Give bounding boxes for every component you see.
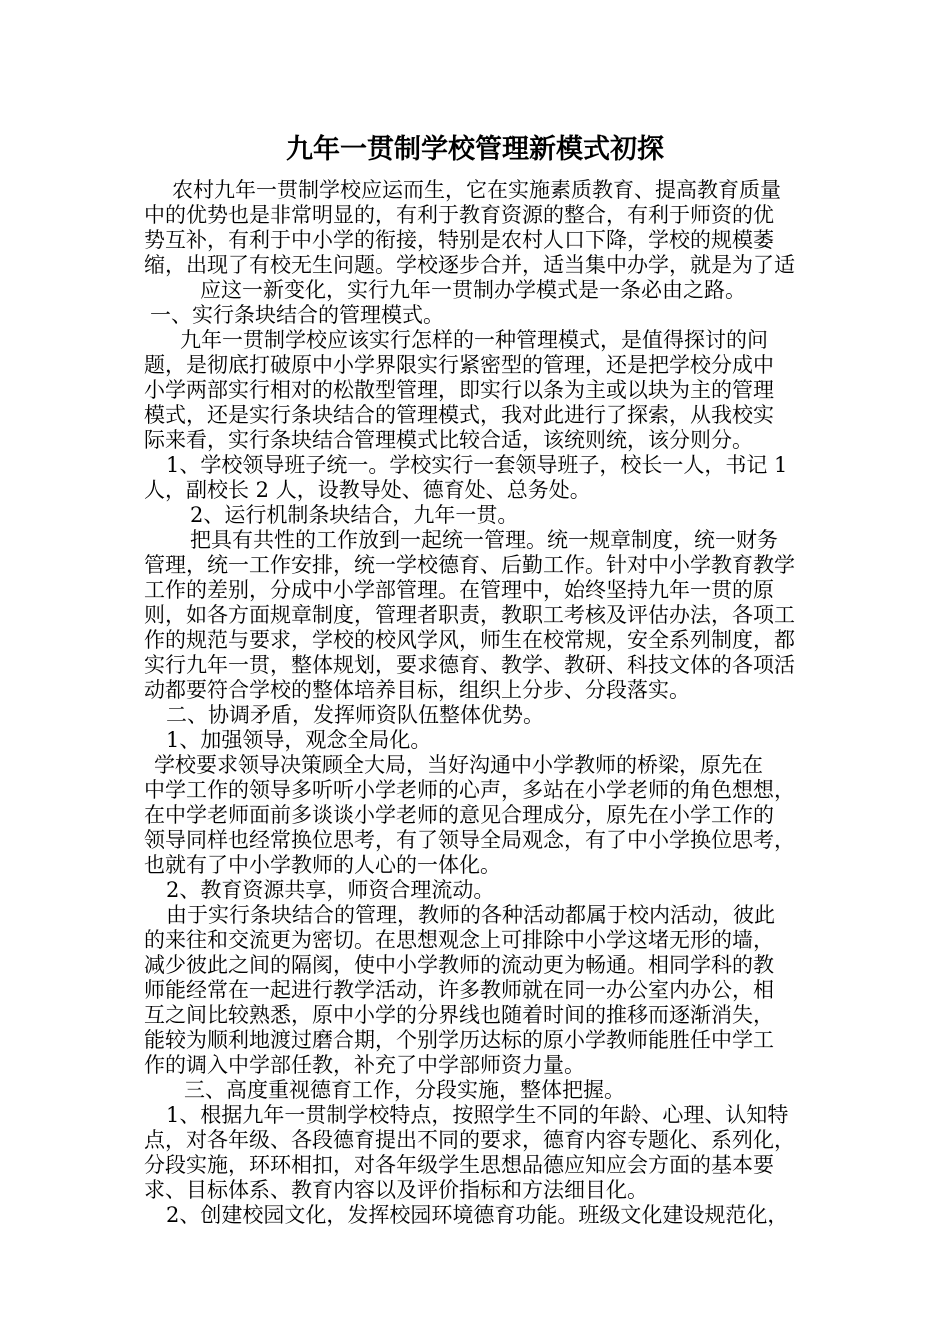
paragraph-line: 管理，统一工作安排，统一学校德育、后勤工作。针对中小学教育教学 bbox=[144, 553, 795, 577]
paragraph-line: 的来往和交流更为密切。在思想观念上可排除中小学这堵无形的墙， bbox=[144, 928, 774, 952]
paragraph-line: 1、学校领导班子统一。学校实行一套领导班子，校长一人，书记 1 bbox=[166, 453, 788, 477]
paragraph-line: 也就有了中小学教师的人心的一体化。 bbox=[144, 853, 501, 877]
paragraph-line: 由于实行条块结合的管理，教师的各种活动都属于校内活动，彼此 bbox=[166, 903, 775, 927]
subsection-heading: 2、运行机制条块结合，九年一贯。 bbox=[190, 503, 519, 527]
paragraph-line: 则，如各方面规章制度，管理者职责，教职工考核及评估办法，各项工 bbox=[144, 603, 795, 627]
paragraph-line: 点，对各年级、各段德育提出不同的要求，德育内容专题化、系列化， bbox=[144, 1128, 795, 1152]
paragraph-line: 农村九年一贯制学校应运而生，它在实施素质教育、提高教育质量 bbox=[172, 178, 781, 202]
paragraph-line: 动都要符合学校的整体培养目标，组织上分步、分段落实。 bbox=[144, 678, 690, 702]
paragraph-line: 题，是彻底打破原中小学界限实行紧密型的管理，还是把学校分成中 bbox=[144, 353, 774, 377]
subsection-heading: 2、教育资源共享，师资合理流动。 bbox=[166, 878, 495, 902]
paragraph-line: 减少彼此之间的隔阂，使中小学教师的流动更为畅通。相同学科的教 bbox=[144, 953, 774, 977]
paragraph-line: 作的规范与要求，学校的校风学风，师生在校常规，安全系列制度，都 bbox=[144, 628, 795, 652]
paragraph-line: 2、创建校园文化，发挥校园环境德育功能。班级文化建设规范化， bbox=[166, 1203, 789, 1227]
paragraph-line: 分段实施，环环相扣，对各年级学生思想品德应知应会方面的基本要 bbox=[144, 1153, 774, 1177]
paragraph-line: 缩，出现了有校无生问题。学校逐步合并，适当集中办学，就是为了适 bbox=[144, 253, 795, 277]
paragraph-line: 师能经常在一起进行教学活动，许多教师就在同一办公室内办公，相 bbox=[144, 978, 774, 1002]
paragraph-line: 作的调入中学部任教，补充了中学部师资力量。 bbox=[144, 1053, 585, 1077]
section-heading: 二、协调矛盾，发挥师资队伍整体优势。 bbox=[166, 703, 544, 727]
paragraph-line: 中的优势也是非常明显的，有利于教育资源的整合，有利于师资的优 bbox=[144, 203, 774, 227]
paragraph-line: 际来看，实行条块结合管理模式比较合适，该统则统，该分则分。 bbox=[144, 428, 753, 452]
paragraph-line: 工作的差别，分成中小学部管理。在管理中，始终坚持九年一贯的原 bbox=[144, 578, 774, 602]
paragraph-line: 互之间比较熟悉，原中小学的分界线也随着时间的推移而逐渐消失， bbox=[144, 1003, 774, 1027]
paragraph-line: 中学工作的领导多听听小学老师的心声，多站在小学老师的角色想想， bbox=[144, 778, 795, 802]
document-title: 九年一贯制学校管理新模式初探 bbox=[286, 134, 664, 165]
subsection-heading: 1、加强领导，观念全局化。 bbox=[166, 728, 432, 752]
paragraph-line: 模式，还是实行条块结合的管理模式，我对此进行了探索，从我校实 bbox=[144, 403, 774, 427]
section-heading: 一、实行条块结合的管理模式。 bbox=[150, 303, 444, 327]
paragraph-line: 势互补，有利于中小学的衔接，特别是农村人口下降，学校的规模萎 bbox=[144, 228, 774, 252]
paragraph-line: 实行九年一贯，整体规划，要求德育、教学、教研、科技文体的各项活 bbox=[144, 653, 795, 677]
paragraph-line: 应这一新变化，实行九年一贯制办学模式是一条必由之路。 bbox=[200, 278, 746, 302]
section-heading: 三、高度重视德育工作，分段实施，整体把握。 bbox=[184, 1078, 625, 1102]
paragraph-line: 能较为顺利地渡过磨合期，个别学历达标的原小学教师能胜任中学工 bbox=[144, 1028, 774, 1052]
paragraph-line: 人，副校长 2 人，设教导处、德育处、总务处。 bbox=[144, 478, 591, 502]
paragraph-line: 九年一贯制学校应该实行怎样的一种管理模式，是值得探讨的问 bbox=[180, 328, 768, 352]
paragraph-line: 小学两部实行相对的松散型管理，即实行以条为主或以块为主的管理 bbox=[144, 378, 774, 402]
paragraph-line: 把具有共性的工作放到一起统一管理。统一规章制度，统一财务 bbox=[190, 528, 778, 552]
paragraph-line: 求、目标体系、教育内容以及评价指标和方法细目化。 bbox=[144, 1178, 648, 1202]
paragraph-line: 1、根据九年一贯制学校特点，按照学生不同的年龄、心理、认知特 bbox=[166, 1103, 789, 1127]
paragraph-line: 领导同样也经常换位思考，有了领导全局观念，有了中小学换位思考， bbox=[144, 828, 795, 852]
paragraph-line: 学校要求领导决策顾全大局，当好沟通中小学教师的桥梁，原先在 bbox=[154, 753, 763, 777]
paragraph-line: 在中学老师面前多谈谈小学老师的意见合理成分，原先在小学工作的 bbox=[144, 803, 774, 827]
